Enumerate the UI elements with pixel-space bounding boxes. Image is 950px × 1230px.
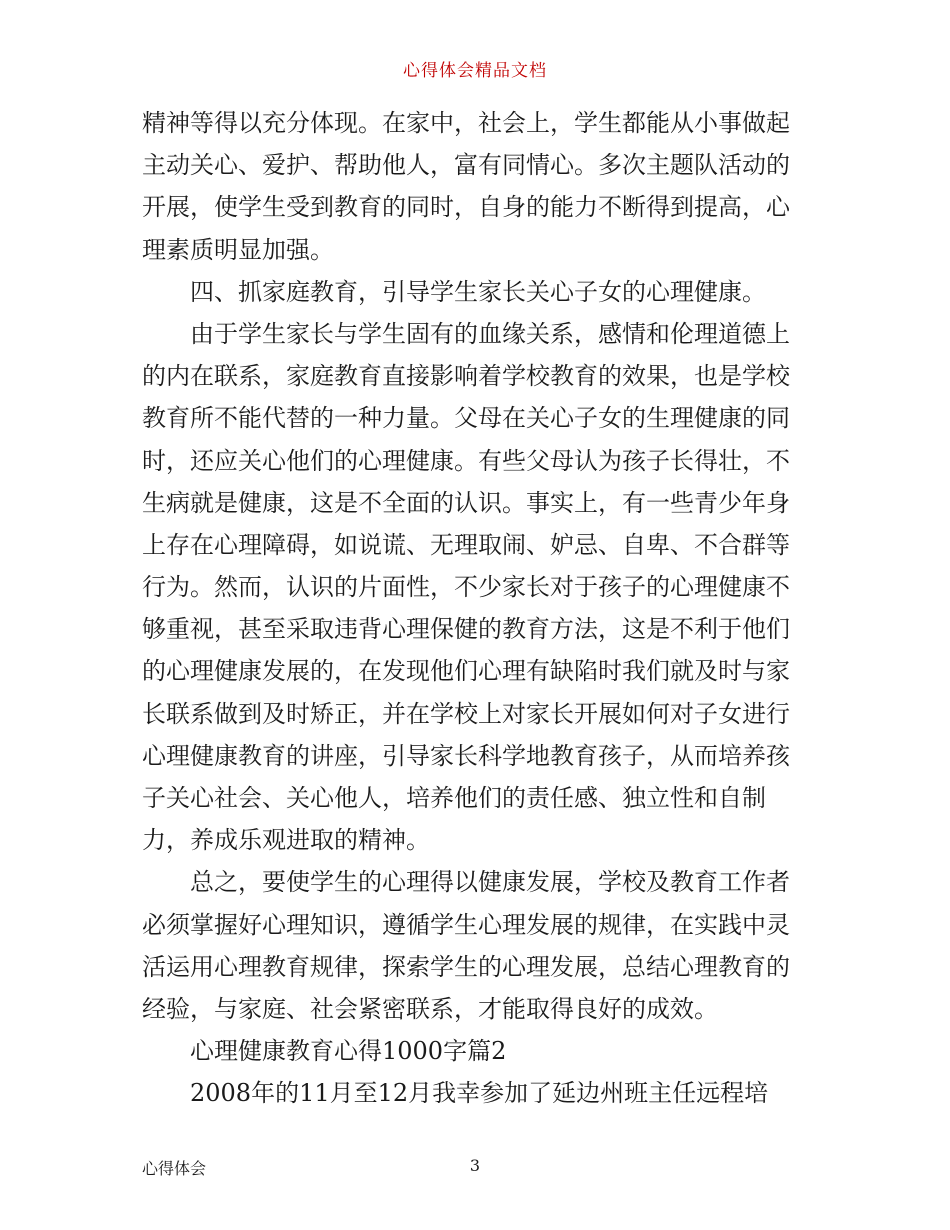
page-header-title: 心得体会精品文档 [403, 61, 547, 81]
text-line: 精神等得以充分体现。在家中，社会上，学生都能从小事做起 [142, 109, 790, 137]
text-line: 的心理健康发展的，在发现他们心理有缺陷时我们就及时与家 [142, 657, 790, 686]
text-line: 力，养成乐观进取的精神。 [142, 826, 430, 855]
text-line: 主动关心、爱护、帮助他人，富有同情心。多次主题队活动的 [142, 151, 790, 180]
text-line: 心理健康教育的讲座，引导家长科学地教育孩子，从而培养孩 [142, 741, 790, 770]
text-line: 教育所不能代替的一种力量。父母在关心子女的生理健康的同 [142, 404, 790, 433]
text-line: 2008年的11月至12月我幸参加了延边州班主任远程培 [190, 1079, 769, 1108]
text-line: 经验，与家庭、社会紧密联系，才能取得良好的成效。 [142, 994, 718, 1023]
text-line: 活运用心理教育规律，探索学生的心理发展，总结心理教育的 [142, 952, 790, 981]
text-line: 由于学生家长与学生固有的血缘关系，感情和伦理道德上 [190, 319, 790, 348]
text-line: 心理健康教育心得1000字篇2 [190, 1037, 507, 1066]
text-line: 子关心社会、关心他人，培养他们的责任感、独立性和自制 [142, 784, 766, 812]
text-line: 四、抓家庭教育，引导学生家长关心子女的心理健康。 [190, 277, 766, 306]
text-line: 时，还应关心他们的心理健康。有些父母认为孩子长得壮，不 [142, 446, 790, 475]
text-line: 生病就是健康，这是不全面的认识。事实上，有一些青少年身 [142, 488, 790, 517]
text-line: 上存在心理障碍，如说谎、无理取闹、妒忌、自卑、不合群等 [142, 530, 790, 559]
footer-label: 心得体会 [142, 1159, 207, 1178]
text-line: 理素质明显加强。 [142, 235, 334, 264]
text-line: 够重视，甚至采取违背心理保健的教育方法，这是不利于他们 [142, 615, 790, 644]
text-line: 行为。然而，认识的片面性，不少家长对于孩子的心理健康不 [142, 573, 790, 602]
text-line: 总之，要使学生的心理得以健康发展，学校及教育工作者 [190, 868, 790, 897]
text-line: 开展，使学生受到教育的同时，自身的能力不断得到提高，心 [142, 193, 790, 222]
text-line: 必须掌握好心理知识，遵循学生心理发展的规律，在实践中灵 [142, 910, 790, 939]
page-number: 3 [469, 1156, 481, 1175]
text-line: 长联系做到及时矫正，并在学校上对家长开展如何对子女进行 [142, 699, 790, 728]
text-line: 的内在联系，家庭教育直接影响着学校教育的效果，也是学校 [142, 362, 790, 391]
document-body [142, 102, 814, 1115]
